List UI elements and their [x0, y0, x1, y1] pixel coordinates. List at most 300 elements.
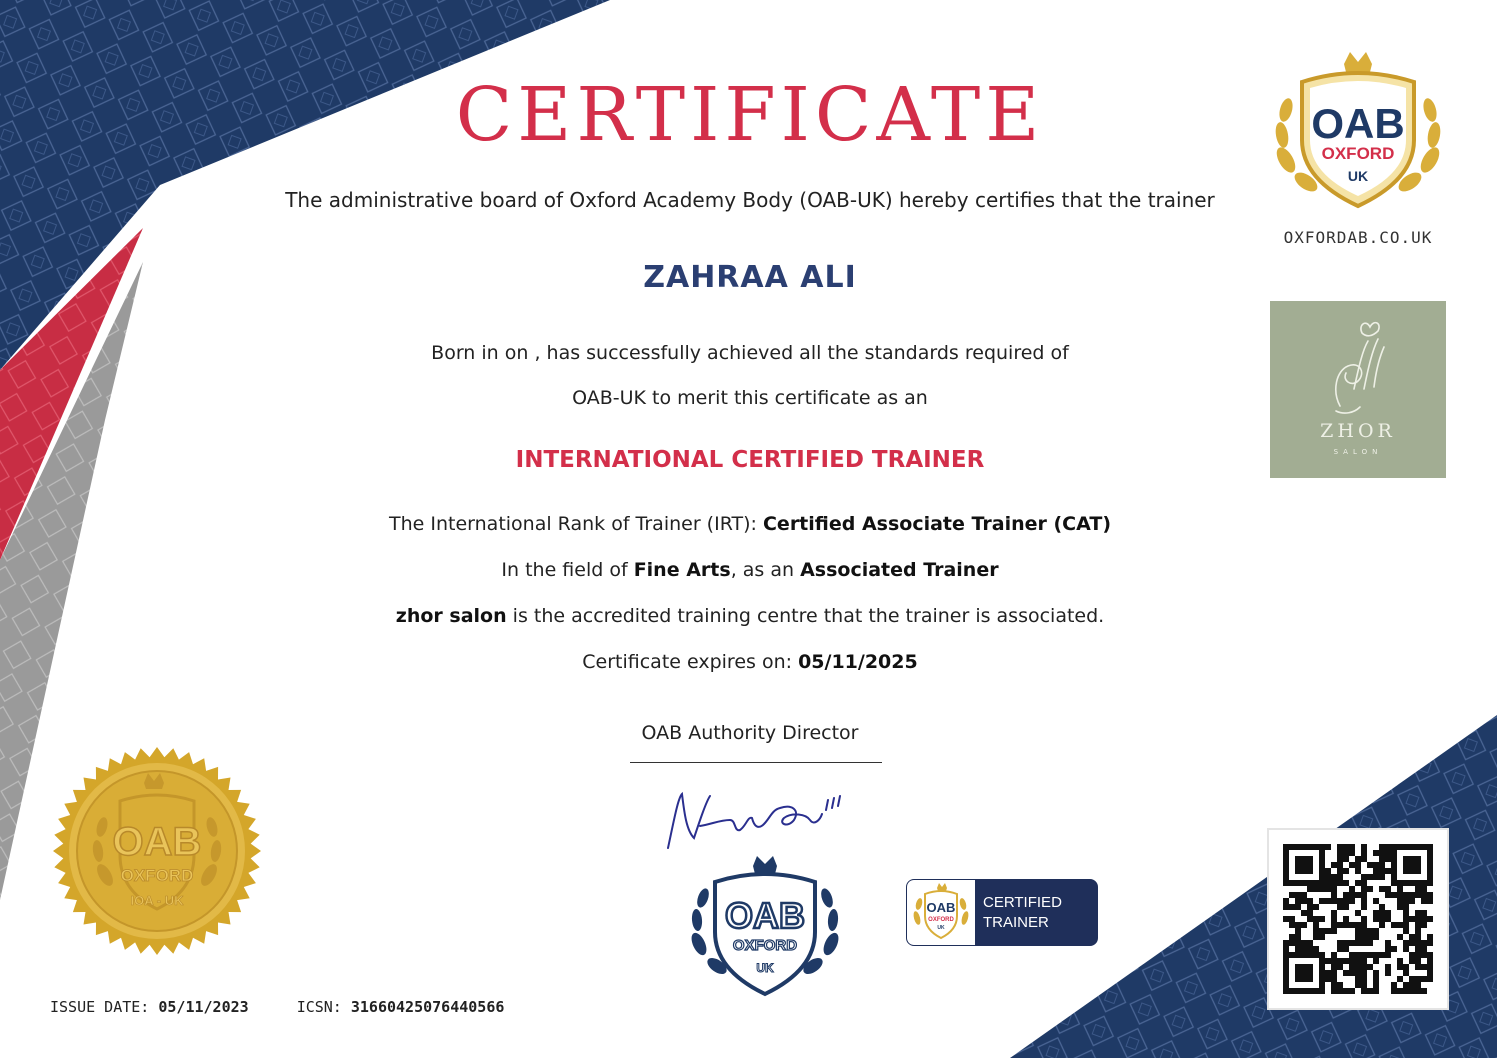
qr-module: [1331, 952, 1337, 958]
qr-module: [1313, 916, 1319, 922]
qr-module: [1385, 868, 1391, 874]
qr-module: [1385, 844, 1391, 850]
qr-module: [1313, 886, 1319, 892]
qr-module: [1427, 892, 1433, 898]
qr-module: [1397, 964, 1403, 970]
badge-logo: [907, 880, 975, 945]
qr-module: [1355, 892, 1361, 898]
qr-module: [1343, 946, 1349, 952]
qr-module: [1337, 880, 1343, 886]
qr-finder: [1295, 964, 1313, 982]
qr-module: [1337, 904, 1343, 910]
qr-module: [1373, 958, 1379, 964]
qr-module: [1283, 904, 1289, 910]
qr-module: [1373, 910, 1379, 916]
qr-module: [1313, 922, 1319, 928]
qr-module: [1283, 946, 1289, 952]
qr-module: [1307, 946, 1313, 952]
qr-module: [1289, 934, 1295, 940]
qr-module: [1409, 982, 1415, 988]
qr-module: [1337, 988, 1343, 994]
qr-module: [1307, 898, 1313, 904]
qr-module: [1367, 886, 1373, 892]
qr-module: [1403, 892, 1409, 898]
qr-module: [1415, 886, 1421, 892]
qr-finder: [1295, 856, 1313, 874]
qr-module: [1409, 952, 1415, 958]
qr-module: [1343, 958, 1349, 964]
seal-oab-text: OAB: [112, 820, 202, 864]
qr-module: [1379, 874, 1385, 880]
qr-module: [1379, 952, 1385, 958]
qr-module: [1367, 940, 1373, 946]
qr-module: [1415, 988, 1421, 994]
qr-module: [1427, 964, 1433, 970]
qr-module: [1337, 874, 1343, 880]
seal-oxford-text: OXFORD: [120, 866, 194, 885]
expires-line: [250, 651, 1250, 673]
qr-module: [1373, 982, 1379, 988]
qr-module: [1355, 958, 1361, 964]
qr-module: [1307, 904, 1313, 910]
qr-module: [1403, 928, 1409, 934]
badge-text: [983, 893, 1062, 933]
qr-module: [1391, 922, 1397, 928]
qr-module: [1355, 868, 1361, 874]
qr-module: [1349, 988, 1355, 994]
qr-module: [1403, 988, 1409, 994]
qr-module: [1385, 964, 1391, 970]
qr-module: [1361, 964, 1367, 970]
qr-module: [1337, 946, 1343, 952]
qr-module: [1343, 970, 1349, 976]
qr-module: [1415, 892, 1421, 898]
qr-module: [1403, 916, 1409, 922]
qr-module: [1415, 976, 1421, 982]
badge-line-2: TRAINER: [983, 914, 1049, 931]
qr-module: [1331, 964, 1337, 970]
logo-oxford-text: OXFORD: [1321, 144, 1395, 163]
qr-module: [1415, 934, 1421, 940]
logo-oab-text: OAB: [1311, 100, 1405, 147]
qr-module: [1337, 856, 1343, 862]
qr-module: [1409, 916, 1415, 922]
qr-module: [1391, 892, 1397, 898]
qr-module: [1337, 922, 1343, 928]
qr-module: [1289, 916, 1295, 922]
qr-module: [1349, 862, 1355, 868]
qr-module: [1331, 862, 1337, 868]
qr-module: [1367, 988, 1373, 994]
qr-module: [1397, 904, 1403, 910]
trainer-name: ZAHRAA ALI: [643, 260, 857, 295]
qr-module: [1343, 940, 1349, 946]
qr-module: [1409, 892, 1415, 898]
qr-module: [1295, 892, 1301, 898]
qr-module: [1355, 964, 1361, 970]
qr-module: [1295, 946, 1301, 952]
qr-module: [1355, 862, 1361, 868]
qr-module: [1331, 916, 1337, 922]
qr-module: [1361, 940, 1367, 946]
qr-module: [1361, 916, 1367, 922]
icsn-label: ICSN:: [296, 998, 351, 1016]
qr-module: [1355, 952, 1361, 958]
blue-logo-uk-text: UK: [756, 961, 774, 975]
qr-module: [1355, 934, 1361, 940]
qr-module: [1355, 880, 1361, 886]
qr-module: [1313, 934, 1319, 940]
qr-module: [1385, 886, 1391, 892]
qr-module: [1421, 922, 1427, 928]
qr-module: [1349, 958, 1355, 964]
qr-module: [1361, 952, 1367, 958]
qr-module: [1349, 850, 1355, 856]
born-line: Born in on , has successfully achieved all the standards required of: [431, 342, 1069, 364]
qr-module: [1373, 988, 1379, 994]
qr-module: [1415, 910, 1421, 916]
expires-value: 05/11/2025: [798, 651, 918, 673]
qr-module: [1349, 886, 1355, 892]
qr-module: [1307, 910, 1313, 916]
badge-oab-text: OAB: [926, 900, 956, 915]
qr-module: [1415, 952, 1421, 958]
badge-oab-icon: [907, 880, 975, 945]
qr-module: [1403, 940, 1409, 946]
centre-suffix: is the accredited training centre that the trainer is associated.: [506, 605, 1105, 627]
qr-module: [1397, 886, 1403, 892]
qr-module: [1367, 874, 1373, 880]
qr-module: [1421, 916, 1427, 922]
qr-module: [1379, 862, 1385, 868]
qr-module: [1397, 976, 1403, 982]
centre-name: zhor salon: [395, 605, 507, 627]
qr-module: [1361, 970, 1367, 976]
qr-module: [1283, 898, 1289, 904]
qr-module: [1427, 934, 1433, 940]
qr-module: [1415, 964, 1421, 970]
qr-module: [1331, 886, 1337, 892]
qr-module: [1361, 856, 1367, 862]
qr-module: [1427, 898, 1433, 904]
irt-label: The International Rank of Trainer (IRT):: [389, 513, 763, 535]
field-role: Associated Trainer: [800, 559, 999, 581]
qr-module: [1355, 910, 1361, 916]
director-title: OAB Authority Director: [641, 722, 859, 744]
qr-module: [1325, 880, 1331, 886]
qr-module: [1403, 964, 1409, 970]
qr-module: [1337, 940, 1343, 946]
qr-module: [1385, 916, 1391, 922]
qr-module: [1343, 850, 1349, 856]
issue-date-value: 05/11/2023: [158, 998, 249, 1016]
salon-name: ZHOR: [1320, 420, 1396, 442]
qr-module: [1337, 862, 1343, 868]
qr-module: [1409, 988, 1415, 994]
qr-module: [1421, 964, 1427, 970]
qr-module: [1349, 922, 1355, 928]
qr-module: [1367, 964, 1373, 970]
qr-module: [1343, 880, 1349, 886]
footer-meta: [50, 998, 504, 1016]
qr-module: [1325, 868, 1331, 874]
qr-module: [1355, 856, 1361, 862]
qr-module: [1397, 922, 1403, 928]
qr-module: [1409, 976, 1415, 982]
merit-line: OAB-UK to merit this certificate as an: [572, 387, 928, 409]
qr-module: [1319, 886, 1325, 892]
qr-module: [1331, 922, 1337, 928]
blue-logo-oab-text: OAB: [725, 895, 805, 936]
qr-module: [1385, 952, 1391, 958]
qr-module: [1367, 952, 1373, 958]
qr-module: [1373, 976, 1379, 982]
qr-module: [1415, 958, 1421, 964]
qr-code[interactable]: [1267, 828, 1449, 1010]
qr-module: [1307, 940, 1313, 946]
qr-module: [1349, 892, 1355, 898]
qr-module: [1409, 898, 1415, 904]
oab-oxford-blue-logo: [685, 852, 845, 1002]
qr-module: [1313, 904, 1319, 910]
qr-module: [1331, 982, 1337, 988]
qr-module: [1379, 916, 1385, 922]
qr-module: [1385, 856, 1391, 862]
qr-module: [1379, 886, 1385, 892]
qr-module: [1289, 892, 1295, 898]
qr-module: [1349, 940, 1355, 946]
qr-module: [1367, 928, 1373, 934]
qr-module: [1343, 904, 1349, 910]
icsn-value: 31660425076440566: [350, 998, 505, 1016]
qr-module: [1421, 910, 1427, 916]
qr-module: [1331, 898, 1337, 904]
qr-module: [1373, 850, 1379, 856]
qr-module: [1427, 916, 1433, 922]
qr-module: [1301, 910, 1307, 916]
qr-module: [1325, 844, 1331, 850]
qr-module: [1421, 946, 1427, 952]
oab-oxford-logo: [1270, 50, 1446, 216]
salon-flower-icon: [1270, 311, 1446, 421]
qr-module: [1349, 964, 1355, 970]
qr-module: [1355, 970, 1361, 976]
qr-module: [1343, 868, 1349, 874]
qr-module: [1319, 928, 1325, 934]
qr-module: [1397, 892, 1403, 898]
qr-module: [1421, 988, 1427, 994]
qr-module: [1355, 940, 1361, 946]
qr-module: [1421, 892, 1427, 898]
qr-module: [1325, 958, 1331, 964]
qr-module: [1361, 874, 1367, 880]
qr-module: [1343, 922, 1349, 928]
qr-module: [1385, 892, 1391, 898]
qr-module: [1403, 898, 1409, 904]
qr-module: [1415, 946, 1421, 952]
signature-rule: [630, 762, 882, 763]
qr-module: [1295, 904, 1301, 910]
certificate-title: CERTIFICATE: [455, 72, 1045, 158]
qr-module: [1397, 934, 1403, 940]
qr-module: [1427, 970, 1433, 976]
qr-module: [1325, 898, 1331, 904]
qr-module: [1295, 928, 1301, 934]
website-url: OXFORDAB.CO.UK: [1283, 228, 1433, 247]
qr-module: [1385, 850, 1391, 856]
qr-module: [1349, 970, 1355, 976]
qr-module: [1337, 898, 1343, 904]
qr-module: [1385, 910, 1391, 916]
badge-uk-text: UK: [937, 925, 945, 931]
qr-module: [1379, 904, 1385, 910]
qr-module: [1301, 892, 1307, 898]
qr-module: [1331, 958, 1337, 964]
qr-module: [1373, 868, 1379, 874]
qr-module: [1343, 856, 1349, 862]
qr-module: [1289, 922, 1295, 928]
field-middle: , as an: [730, 559, 801, 581]
irt-value: Certified Associate Trainer (CAT): [762, 513, 1111, 535]
expires-label: Certificate expires on:: [582, 651, 799, 673]
qr-module: [1403, 922, 1409, 928]
qr-module: [1295, 934, 1301, 940]
qr-module: [1355, 928, 1361, 934]
qr-module: [1361, 982, 1367, 988]
qr-module: [1319, 916, 1325, 922]
qr-module: [1301, 898, 1307, 904]
rank-title: INTERNATIONAL CERTIFIED TRAINER: [515, 447, 985, 473]
qr-module: [1361, 988, 1367, 994]
qr-module: [1373, 916, 1379, 922]
qr-module: [1415, 982, 1421, 988]
salon-subtitle: SALON: [1333, 448, 1383, 456]
qr-module: [1427, 976, 1433, 982]
qr-module: [1331, 928, 1337, 934]
qr-module: [1319, 934, 1325, 940]
qr-module: [1361, 850, 1367, 856]
qr-module: [1373, 934, 1379, 940]
qr-module: [1361, 934, 1367, 940]
qr-module: [1379, 922, 1385, 928]
qr-code-pattern: [1269, 830, 1447, 1008]
qr-module: [1361, 892, 1367, 898]
qr-module: [1355, 976, 1361, 982]
qr-module: [1337, 964, 1343, 970]
qr-module: [1349, 844, 1355, 850]
qr-module: [1361, 886, 1367, 892]
qr-module: [1319, 898, 1325, 904]
qr-module: [1397, 988, 1403, 994]
qr-module: [1307, 886, 1313, 892]
qr-module: [1373, 898, 1379, 904]
intro-text: The administrative board of Oxford Academy Body (OAB-UK) hereby certifies that the trainer: [285, 188, 1215, 212]
qr-module: [1337, 982, 1343, 988]
qr-module: [1391, 988, 1397, 994]
blue-logo-oxford-text: OXFORD: [732, 937, 798, 954]
qr-module: [1331, 910, 1337, 916]
qr-module: [1325, 928, 1331, 934]
qr-module: [1343, 892, 1349, 898]
gold-seal: [50, 745, 265, 957]
qr-module: [1301, 946, 1307, 952]
qr-module: [1361, 928, 1367, 934]
qr-module: [1373, 970, 1379, 976]
qr-module: [1421, 898, 1427, 904]
qr-module: [1373, 874, 1379, 880]
qr-module: [1343, 898, 1349, 904]
qr-module: [1295, 940, 1301, 946]
qr-module: [1289, 940, 1295, 946]
badge-line-1: CERTIFIED: [983, 894, 1062, 911]
qr-module: [1403, 970, 1409, 976]
qr-module: [1379, 856, 1385, 862]
irt-line: [250, 513, 1250, 535]
qr-module: [1385, 970, 1391, 976]
qr-module: [1337, 868, 1343, 874]
qr-module: [1373, 928, 1379, 934]
qr-module: [1295, 922, 1301, 928]
qr-module: [1373, 952, 1379, 958]
qr-module: [1337, 958, 1343, 964]
qr-module: [1361, 958, 1367, 964]
qr-module: [1331, 880, 1337, 886]
director-signature: [660, 780, 860, 855]
qr-module: [1415, 922, 1421, 928]
seal-uk-text: IOA - UK: [130, 893, 184, 908]
qr-module: [1325, 886, 1331, 892]
qr-module: [1379, 850, 1385, 856]
qr-module: [1289, 904, 1295, 910]
qr-module: [1337, 844, 1343, 850]
qr-module: [1331, 874, 1337, 880]
field-line: [250, 559, 1250, 581]
qr-module: [1415, 940, 1421, 946]
qr-module: [1361, 844, 1367, 850]
qr-module: [1409, 940, 1415, 946]
qr-module: [1403, 904, 1409, 910]
qr-module: [1355, 982, 1361, 988]
qr-module: [1343, 988, 1349, 994]
qr-module: [1421, 886, 1427, 892]
qr-finder: [1403, 856, 1421, 874]
qr-module: [1325, 874, 1331, 880]
field-value: Fine Arts: [633, 559, 731, 581]
qr-module: [1331, 976, 1337, 982]
qr-module: [1397, 958, 1403, 964]
qr-module: [1427, 940, 1433, 946]
qr-module: [1295, 898, 1301, 904]
qr-module: [1283, 940, 1289, 946]
qr-module: [1391, 982, 1397, 988]
qr-module: [1361, 976, 1367, 982]
qr-module: [1379, 910, 1385, 916]
qr-module: [1373, 862, 1379, 868]
field-prefix: In the field of: [501, 559, 634, 581]
qr-module: [1403, 910, 1409, 916]
qr-module: [1361, 880, 1367, 886]
centre-line: [250, 605, 1250, 627]
qr-module: [1427, 958, 1433, 964]
qr-module: [1385, 946, 1391, 952]
qr-module: [1361, 898, 1367, 904]
issue-date-label: ISSUE DATE:: [50, 998, 159, 1016]
qr-module: [1349, 898, 1355, 904]
qr-module: [1379, 868, 1385, 874]
qr-module: [1313, 928, 1319, 934]
qr-module: [1301, 922, 1307, 928]
qr-module: [1409, 958, 1415, 964]
